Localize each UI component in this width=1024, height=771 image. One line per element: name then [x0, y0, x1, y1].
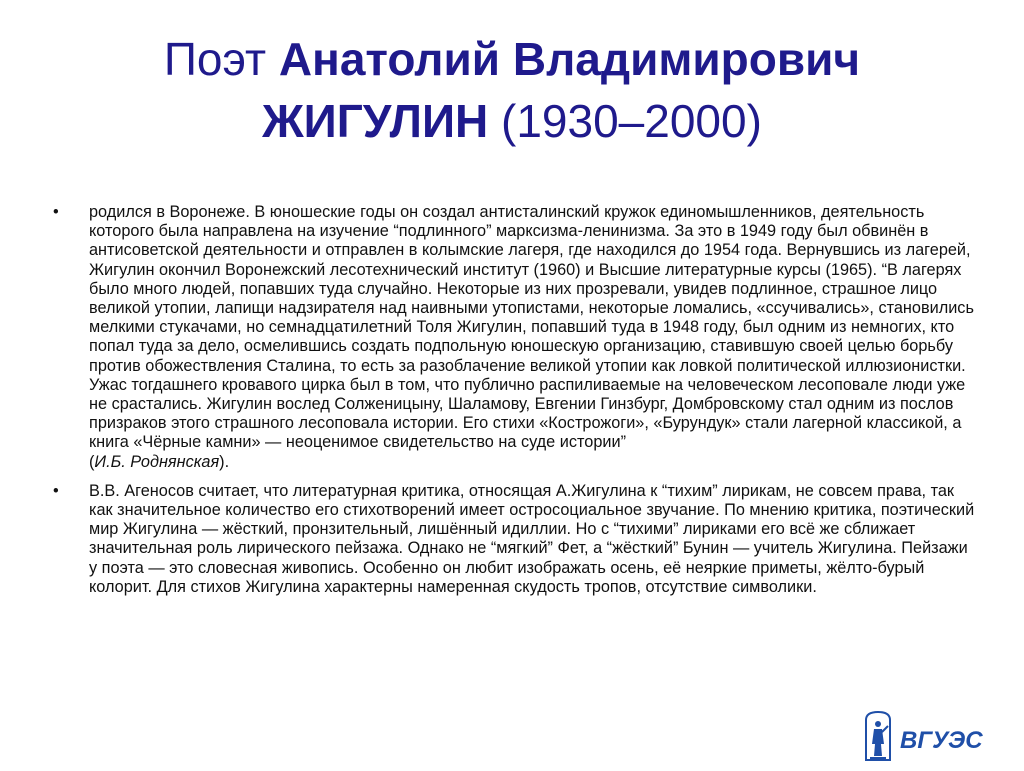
university-logo	[860, 710, 990, 766]
university-emblem-icon	[860, 710, 990, 766]
bullet-text	[89, 203, 980, 472]
biography-text: родился в Воронеже. В юношеские годы он создал антисталинский кружок единомышленников, деятельность которого была направлена на изучение “подлинного” марксизма-ленинизма. За это в 1949 году был обвинён в антисоветской деятельности и отправлен в колымские лагеря, где находился до 1954 года. Вернувшись из лагерей, Жигулин окончил Воронежский лесотехнический институт (1960) и Высшие литературные курсы (1965). “В лагерях было много людей, попавших туда случайно. Некоторые из них прозревали, увидев подлинное, страшное лицо великой утопии, лапищи надзирателя над наивными утопистами, некоторые ломались, «ссучивались», становились мелкими стукачами, но семнадцатилетний Толя Жигулин, попавший туда в 1948 году, был одним из немногих, кто попал туда за дело, осмелившись создать подпольную юношескую организацию, ставившую своей целью борьбу против обожествления Сталина, то есть за разоблачение великой утопии как ловкой политической иллюзионистки. Ужас тогдашнего кровавого цирка был в том, что публично распиливаемые на человеческом лесоповале люди уже не срастались. Жигулин вослед Солженицыну, Шаламову, Евгении Гинзбург, Домбровскому стал одним из послов призраков этого страшного лесоповала истории. Его стихи «Кострожоги», «Бурундук» стали лагерной классикой, а книга «Чёрные камни» — неоценимое свидетельство на суде истории”	[89, 203, 974, 452]
title-years: (1930–2000)	[488, 95, 762, 147]
title-line-2	[40, 90, 984, 152]
author-open-paren: (	[89, 452, 95, 471]
title-surname: ЖИГУЛИН	[262, 95, 489, 147]
bullet-marker: •	[53, 481, 59, 500]
title-line-1	[40, 28, 984, 90]
title-prefix: Поэт	[163, 33, 279, 85]
bullet-item-criticism	[40, 482, 980, 597]
bullet-list	[40, 203, 980, 607]
bullet-marker: •	[53, 203, 59, 221]
slide-title	[40, 28, 984, 152]
bullet-text: В.В. Агеносов считает, что литературная критика, относящая А.Жигулина к “тихим” лирикам, не совсем права, так как значительное количество его стихотворений имеет остросоциальное звучание. По мнению критика, поэтический мир Жигулина — жёсткий, пронзительный, лишённый идиллии. Но с “тихими” лириками его всё же сближает значительная роль лирического пейзажа. Однако не “мягкий” Фет, а “жёсткий” Бунин — учитель Жигулина. Пейзажи у поэта — это словесная живопись. Особенно он любит изображать осень, её неяркие приметы, жёлто-бурый колорит. Для стихов Жигулина характерны намеренная скудость тропов, отсутствие символики.	[89, 481, 975, 596]
author-citation: И.Б. Роднянская	[94, 452, 220, 471]
bullet-item-biography	[40, 203, 980, 472]
logo-text: ВГУЭС	[900, 727, 983, 754]
title-name: Анатолий Владимирович	[278, 33, 861, 85]
author-close-paren: ).	[219, 452, 230, 471]
